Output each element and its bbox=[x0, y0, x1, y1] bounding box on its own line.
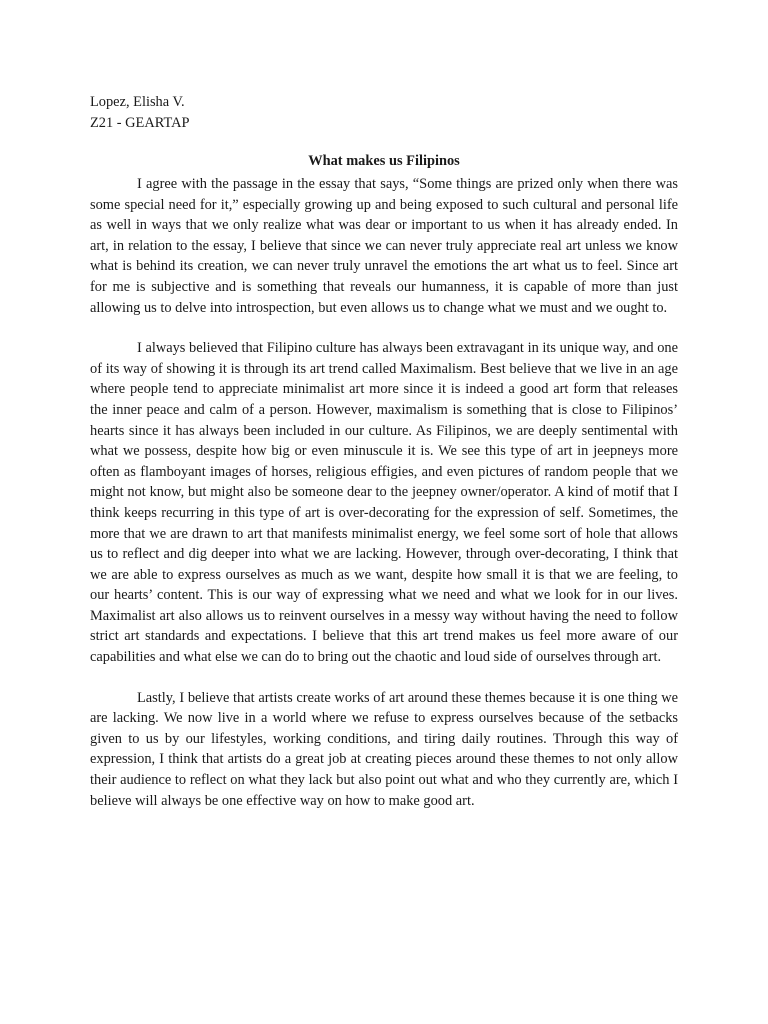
paragraph-2: I always believed that Filipino culture has always been extravagant in its unique way, and one of its way of showing it is through its art trend called Maximalism. Best believe that we live in an age where people tend to appreciate minimalist art more since it is indeed a good art form that releases the inner peace and calm of a person. However, maximalism is something that is close to Filipinos’ hearts since it has always been included in our culture. As Filipinos, we are deeply sentimental with what we possess, despite how big or even minuscule it is. We see this type of art in jeepneys more often as flamboyant images of horses, religious effigies, and even pictures of random people that we might not know, but might also be someone dear to the jeepney owner/operator. A kind of motif that I think keeps recurring in this type of art is over-decorating for the expression of self. Sometimes, the more that we are drawn to art that manifests minimalist energy, we feel some sort of hole that allows us to reflect and dig deeper into what we are lacking. However, through over-decorating, I think that we are able to express ourselves as much as we want, despite how small it is that we are feeling, to our hearts’ content. This is our way of expressing what we need and what we look for in our lives. Maximalist art also allows us to reinvent ourselves in a messy way without having the need to follow strict art standards and expectations. I believe that this art trend makes us feel more aware of our capabilities and what else we can do to bring out the chaotic and loud side of ourselves through art. bbox=[90, 340, 678, 666]
author-name: Lopez, Elisha V. bbox=[90, 94, 185, 110]
paragraph-3: Lastly, I believe that artists create works of art around these themes because it is one thing we are lacking. We now live in a world where we refuse to express ourselves because of the setbacks given to us by our lifestyles, working conditions, and tiring daily routines. Through this way of expression, I think that artists do a great job at creating pieces around these themes to not only allow their audience to reflect on what they lack but also point out what and who they currently are, which I believe will always be one effective way on how to make good art. bbox=[90, 689, 678, 809]
essay-title: What makes us Filipinos bbox=[308, 153, 460, 169]
paragraph-1: I agree with the passage in the essay that says, “Some things are prized only when there was some special need for it,” especially growing up and being exposed to such cultural and personal life as well in ways that we only realize what was dear or important to us when it has already ended. In art, in relation to the essay, I believe that since we can never truly appreciate real art unless we know what is behind its creation, we can never truly unravel the emotions the art what us to feel. Since art for me is subjective and is something that reveals our humanness, it is capable of more than just allowing us to delve into introspection, but even allows us to change what we must and we ought to. bbox=[90, 176, 678, 316]
author-header bbox=[90, 92, 190, 134]
author-section: Z21 - GEARTAP bbox=[90, 115, 190, 131]
essay-body bbox=[90, 174, 678, 811]
